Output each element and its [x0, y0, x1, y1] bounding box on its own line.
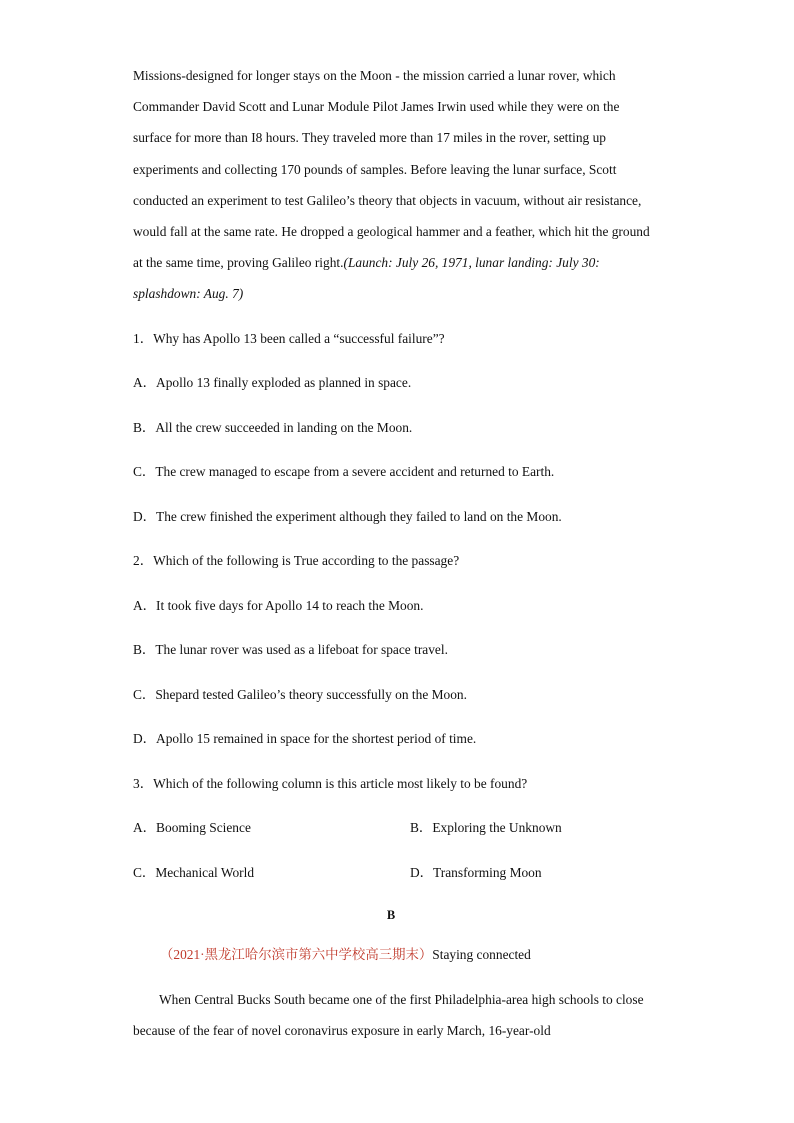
- question-3-option-d[interactable]: D．Transforming Moon: [410, 865, 542, 880]
- question-3-option-b[interactable]: B．Exploring the Unknown: [410, 820, 562, 835]
- question-2-option-d[interactable]: D．Apollo 15 remained in space for the shortest period of time.: [133, 731, 477, 746]
- question-3-option-a[interactable]: A．Booming Science: [133, 820, 251, 835]
- article-title: Staying connected: [432, 947, 531, 962]
- question-1-option-a[interactable]: A．Apollo 13 finally exploded as planned in space.: [133, 375, 412, 390]
- question-2-option-b[interactable]: B．The lunar rover was used as a lifeboat for space travel.: [133, 642, 448, 657]
- mission-dates: (Launch: July 26, 1971, lunar landing: July 30: splashdown: Aug. 7): [133, 255, 600, 302]
- question-3-option-c[interactable]: C．Mechanical World: [133, 865, 255, 880]
- question-1-option-d[interactable]: D．The crew finished the experiment although they failed to land on the Moon.: [133, 509, 562, 524]
- question-2-stem: 2．Which of the following is True according to the passage?: [133, 553, 460, 568]
- source-citation: （2021·黑龙江哈尔滨市第六中学校高三期末）: [160, 947, 433, 962]
- question-3-stem: 3．Which of the following column is this article most likely to be found?: [133, 776, 528, 791]
- question-2-option-c[interactable]: C．Shepard tested Galileo’s theory successfully on the Moon.: [133, 687, 467, 702]
- section-b-label: B: [386, 908, 396, 922]
- passage-paragraph: [133, 60, 661, 310]
- question-1-option-b[interactable]: B．All the crew succeeded in landing on the Moon.: [133, 420, 413, 435]
- section-b-heading: [160, 946, 531, 964]
- question-1-option-c[interactable]: C．The crew managed to escape from a severe accident and returned to Earth.: [133, 464, 555, 479]
- question-2-option-a[interactable]: A．It took five days for Apollo 14 to reach the Moon.: [133, 598, 424, 613]
- question-1-stem: 1．Why has Apollo 13 been called a “successful failure”?: [133, 331, 445, 346]
- passage-text: Missions-designed for longer stays on the Moon - the mission carried a lunar rover, which Commander David Scott and Lunar Module Pilot James Irwin used while they were on the surface for more than I8 hours. They traveled more than 17 miles in the rover, setting up experiments and collecting 170 pounds of samples. Before leaving the lunar surface, Scott conducted an experiment to test Galileo’s theory that objects in vacuum, without air resistance, would fall at the same rate. He dropped a geological hammer and a feather, which hit the ground at the same time, proving Galileo right.: [133, 68, 650, 271]
- section-b-first-paragraph: When Central Bucks South became one of the first Philadelphia-area high schools to close because of the fear of novel coronavirus exposure in early March, 16-year-old: [133, 992, 644, 1039]
